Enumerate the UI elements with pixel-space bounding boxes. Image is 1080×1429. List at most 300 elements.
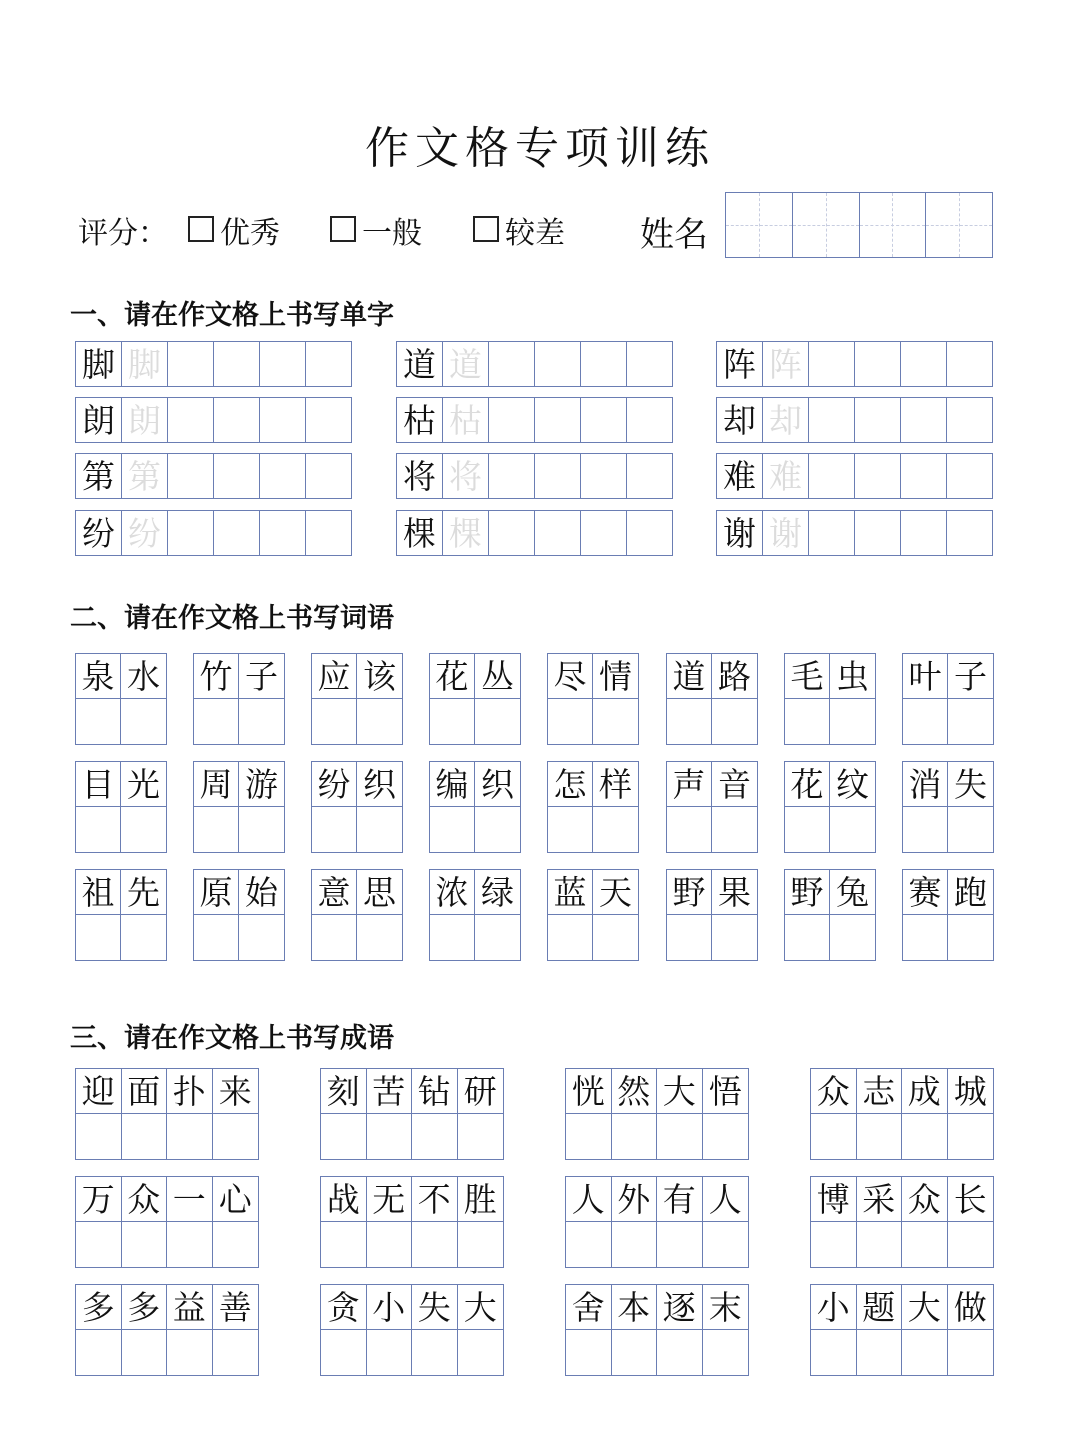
writing-cell[interactable] [811, 1330, 857, 1375]
word-box [547, 653, 639, 745]
char-practice-row [716, 453, 993, 499]
writing-cell[interactable] [948, 1222, 994, 1267]
idiom-model-character: 人 [703, 1177, 749, 1222]
writing-cell[interactable] [627, 454, 672, 498]
writing-cell[interactable] [948, 1330, 994, 1375]
writing-cell[interactable] [306, 511, 351, 555]
rating-checkbox-average[interactable] [330, 216, 356, 242]
writing-cell[interactable] [548, 807, 593, 852]
word-model-character: 浓 [430, 870, 475, 915]
idiom-model-character: 心 [213, 1177, 259, 1222]
writing-cell[interactable] [321, 1222, 367, 1267]
writing-cell[interactable] [489, 342, 535, 386]
name-writing-grid[interactable] [725, 192, 993, 258]
word-model-character: 赛 [903, 870, 948, 915]
writing-cell[interactable] [535, 511, 581, 555]
writing-cell[interactable] [855, 511, 901, 555]
writing-cell[interactable] [357, 807, 402, 852]
writing-cell[interactable] [902, 1330, 948, 1375]
writing-cell[interactable] [489, 454, 535, 498]
word-box [75, 653, 167, 745]
section3-title: 三、请在作文格上书写成语 [70, 1023, 394, 1054]
word-model-character: 先 [121, 870, 166, 915]
idiom-model-character: 迎 [76, 1069, 122, 1114]
idiom-model-character: 题 [857, 1285, 903, 1330]
writing-cell[interactable] [612, 1222, 658, 1267]
idiom-model-character: 然 [612, 1069, 658, 1114]
word-model-character: 虫 [830, 654, 875, 699]
section2-title: 二、请在作文格上书写词语 [70, 603, 394, 634]
writing-cell[interactable] [167, 1114, 213, 1159]
writing-cell[interactable] [809, 398, 855, 442]
word-model-character: 游 [239, 762, 284, 807]
trace-character[interactable]: 第 [122, 454, 168, 498]
writing-cell[interactable] [458, 1114, 504, 1159]
writing-cell[interactable] [627, 342, 672, 386]
idiom-model-character: 贪 [321, 1285, 367, 1330]
model-character: 却 [717, 398, 763, 442]
writing-cell[interactable] [830, 699, 875, 744]
word-model-character: 意 [312, 870, 357, 915]
writing-cell[interactable] [194, 807, 239, 852]
writing-cell[interactable] [566, 1114, 612, 1159]
idiom-box [320, 1176, 504, 1268]
idiom-model-character: 本 [612, 1285, 658, 1330]
word-model-character: 该 [357, 654, 402, 699]
writing-cell[interactable] [535, 342, 581, 386]
idiom-box [565, 1068, 749, 1160]
idiom-model-character: 舍 [566, 1285, 612, 1330]
writing-cell[interactable] [902, 1114, 948, 1159]
writing-cell[interactable] [830, 807, 875, 852]
idiom-box [320, 1068, 504, 1160]
rating-option-average: 一般 [362, 216, 422, 251]
word-model-character: 祖 [76, 870, 121, 915]
word-box [666, 761, 758, 853]
name-label: 姓名 [640, 215, 708, 255]
writing-cell[interactable] [312, 807, 357, 852]
writing-cell[interactable] [76, 915, 121, 960]
idiom-model-character: 益 [167, 1285, 213, 1330]
word-box [902, 653, 994, 745]
word-box [311, 653, 403, 745]
word-box [547, 869, 639, 961]
word-box [193, 653, 285, 745]
char-practice-row [716, 510, 993, 556]
writing-cell[interactable] [903, 915, 948, 960]
trace-character[interactable]: 脚 [122, 342, 168, 386]
trace-character[interactable]: 将 [443, 454, 489, 498]
writing-cell[interactable] [593, 915, 638, 960]
writing-cell[interactable] [566, 1222, 612, 1267]
writing-cell[interactable] [122, 1222, 168, 1267]
writing-cell[interactable] [903, 699, 948, 744]
model-character: 将 [397, 454, 443, 498]
writing-cell[interactable] [357, 699, 402, 744]
word-model-character: 织 [357, 762, 402, 807]
idiom-model-character: 志 [857, 1069, 903, 1114]
writing-cell[interactable] [475, 699, 520, 744]
idiom-model-character: 外 [612, 1177, 658, 1222]
writing-cell[interactable] [214, 398, 260, 442]
writing-cell[interactable] [712, 699, 757, 744]
writing-cell[interactable] [535, 398, 581, 442]
writing-cell[interactable] [430, 807, 475, 852]
writing-cell[interactable] [855, 342, 901, 386]
word-box [193, 761, 285, 853]
writing-cell[interactable] [785, 699, 830, 744]
writing-cell[interactable] [122, 1114, 168, 1159]
writing-cell[interactable] [367, 1114, 413, 1159]
writing-cell[interactable] [194, 915, 239, 960]
writing-cell[interactable] [948, 699, 993, 744]
writing-cell[interactable] [194, 699, 239, 744]
word-model-character: 子 [948, 654, 993, 699]
word-model-character: 尽 [548, 654, 593, 699]
word-model-character: 原 [194, 870, 239, 915]
char-practice-row [396, 341, 673, 387]
writing-cell[interactable] [627, 398, 672, 442]
writing-cell[interactable] [948, 915, 993, 960]
trace-character[interactable]: 难 [763, 454, 809, 498]
idiom-model-character: 众 [902, 1177, 948, 1222]
writing-cell[interactable] [809, 454, 855, 498]
idiom-model-character: 研 [458, 1069, 504, 1114]
word-model-character: 水 [121, 654, 166, 699]
writing-cell[interactable] [306, 342, 351, 386]
writing-cell[interactable] [121, 915, 166, 960]
writing-cell[interactable] [703, 1114, 749, 1159]
word-model-character: 跑 [948, 870, 993, 915]
writing-cell[interactable] [948, 1114, 994, 1159]
word-model-character: 怎 [548, 762, 593, 807]
section1-title: 一、请在作文格上书写单字 [70, 300, 394, 331]
writing-cell[interactable] [566, 1330, 612, 1375]
writing-cell[interactable] [168, 398, 214, 442]
idiom-model-character: 众 [811, 1069, 857, 1114]
idiom-model-character: 不 [412, 1177, 458, 1222]
writing-cell[interactable] [667, 915, 712, 960]
writing-cell[interactable] [612, 1114, 658, 1159]
trace-character[interactable]: 道 [443, 342, 489, 386]
word-model-character: 编 [430, 762, 475, 807]
idiom-box [75, 1284, 259, 1376]
writing-cell[interactable] [947, 398, 992, 442]
writing-cell[interactable] [581, 454, 627, 498]
writing-cell[interactable] [581, 398, 627, 442]
char-practice-row [75, 510, 352, 556]
writing-cell[interactable] [213, 1330, 259, 1375]
word-model-character: 应 [312, 654, 357, 699]
idiom-model-character: 一 [167, 1177, 213, 1222]
writing-cell[interactable] [321, 1330, 367, 1375]
writing-cell[interactable] [430, 699, 475, 744]
word-model-character: 目 [76, 762, 121, 807]
word-box [902, 869, 994, 961]
writing-cell[interactable] [489, 511, 535, 555]
writing-cell[interactable] [168, 342, 214, 386]
writing-cell[interactable] [548, 915, 593, 960]
word-model-character: 子 [239, 654, 284, 699]
idiom-box [320, 1284, 504, 1376]
writing-cell[interactable] [321, 1114, 367, 1159]
word-box [784, 869, 876, 961]
writing-cell[interactable] [214, 454, 260, 498]
word-model-character: 情 [593, 654, 638, 699]
writing-cell[interactable] [458, 1222, 504, 1267]
writing-cell[interactable] [612, 1330, 658, 1375]
word-model-character: 丛 [475, 654, 520, 699]
idiom-box [810, 1176, 994, 1268]
writing-cell[interactable] [830, 915, 875, 960]
writing-cell[interactable] [947, 342, 992, 386]
idiom-model-character: 多 [76, 1285, 122, 1330]
idiom-box [75, 1176, 259, 1268]
writing-cell[interactable] [167, 1330, 213, 1375]
writing-cell[interactable] [239, 699, 284, 744]
writing-cell[interactable] [947, 511, 992, 555]
word-box [784, 653, 876, 745]
writing-cell[interactable] [76, 807, 121, 852]
writing-cell[interactable] [213, 1222, 259, 1267]
writing-cell[interactable] [260, 342, 306, 386]
writing-cell[interactable] [857, 1330, 903, 1375]
writing-cell[interactable] [857, 1114, 903, 1159]
word-model-character: 兔 [830, 870, 875, 915]
word-model-character: 纷 [312, 762, 357, 807]
word-model-character: 思 [357, 870, 402, 915]
idiom-model-character: 采 [857, 1177, 903, 1222]
model-character: 阵 [717, 342, 763, 386]
word-model-character: 天 [593, 870, 638, 915]
writing-cell[interactable] [657, 1330, 703, 1375]
writing-cell[interactable] [239, 807, 284, 852]
idiom-box [565, 1176, 749, 1268]
word-model-character: 光 [121, 762, 166, 807]
idiom-box [810, 1284, 994, 1376]
writing-cell[interactable] [667, 699, 712, 744]
writing-cell[interactable] [811, 1222, 857, 1267]
char-practice-row [75, 453, 352, 499]
writing-cell[interactable] [412, 1330, 458, 1375]
writing-cell[interactable] [703, 1330, 749, 1375]
word-model-character: 竹 [194, 654, 239, 699]
idiom-model-character: 大 [902, 1285, 948, 1330]
writing-cell[interactable] [367, 1222, 413, 1267]
idiom-model-character: 战 [321, 1177, 367, 1222]
writing-cell[interactable] [627, 511, 672, 555]
char-practice-row [75, 341, 352, 387]
writing-cell[interactable] [657, 1114, 703, 1159]
idiom-model-character: 做 [948, 1285, 994, 1330]
writing-cell[interactable] [122, 1330, 168, 1375]
writing-cell[interactable] [901, 511, 947, 555]
writing-cell[interactable] [785, 915, 830, 960]
model-character: 第 [76, 454, 122, 498]
idiom-model-character: 成 [902, 1069, 948, 1114]
idiom-model-character: 多 [122, 1285, 168, 1330]
writing-cell[interactable] [901, 342, 947, 386]
rating-option-excellent: 优秀 [220, 216, 280, 251]
word-model-character: 果 [712, 870, 757, 915]
idiom-model-character: 长 [948, 1177, 994, 1222]
word-box [429, 653, 521, 745]
word-model-character: 蓝 [548, 870, 593, 915]
writing-cell[interactable] [703, 1222, 749, 1267]
trace-character[interactable]: 朗 [122, 398, 168, 442]
idiom-model-character: 扑 [167, 1069, 213, 1114]
idiom-model-character: 大 [458, 1285, 504, 1330]
word-box [311, 761, 403, 853]
writing-cell[interactable] [121, 807, 166, 852]
trace-character[interactable]: 纷 [122, 511, 168, 555]
writing-cell[interactable] [475, 915, 520, 960]
word-box [902, 761, 994, 853]
word-model-character: 样 [593, 762, 638, 807]
word-box [193, 869, 285, 961]
model-character: 脚 [76, 342, 122, 386]
rating-option-poor: 较差 [505, 216, 565, 251]
writing-cell[interactable] [214, 342, 260, 386]
word-model-character: 纹 [830, 762, 875, 807]
idiom-model-character: 来 [213, 1069, 259, 1114]
writing-cell[interactable] [581, 511, 627, 555]
word-box [75, 761, 167, 853]
writing-cell[interactable] [312, 699, 357, 744]
idiom-box [565, 1284, 749, 1376]
writing-cell[interactable] [76, 1114, 122, 1159]
writing-cell[interactable] [76, 699, 121, 744]
writing-cell[interactable] [811, 1114, 857, 1159]
writing-cell[interactable] [168, 454, 214, 498]
writing-cell[interactable] [489, 398, 535, 442]
writing-cell[interactable] [809, 511, 855, 555]
idiom-model-character: 善 [213, 1285, 259, 1330]
trace-character[interactable]: 谢 [763, 511, 809, 555]
model-character: 难 [717, 454, 763, 498]
writing-cell[interactable] [785, 807, 830, 852]
trace-character[interactable]: 枯 [443, 398, 489, 442]
char-practice-row [396, 510, 673, 556]
writing-cell[interactable] [458, 1330, 504, 1375]
writing-cell[interactable] [167, 1222, 213, 1267]
idiom-model-character: 末 [703, 1285, 749, 1330]
writing-cell[interactable] [312, 915, 357, 960]
word-box [666, 869, 758, 961]
writing-cell[interactable] [581, 342, 627, 386]
idiom-model-character: 胜 [458, 1177, 504, 1222]
word-box [429, 869, 521, 961]
idiom-model-character: 无 [367, 1177, 413, 1222]
writing-cell[interactable] [948, 807, 993, 852]
writing-cell[interactable] [239, 915, 284, 960]
word-model-character: 声 [667, 762, 712, 807]
writing-cell[interactable] [903, 807, 948, 852]
idiom-model-character: 万 [76, 1177, 122, 1222]
writing-cell[interactable] [76, 1222, 122, 1267]
writing-cell[interactable] [306, 454, 351, 498]
writing-cell[interactable] [667, 807, 712, 852]
writing-cell[interactable] [712, 807, 757, 852]
writing-cell[interactable] [367, 1330, 413, 1375]
writing-cell[interactable] [535, 454, 581, 498]
writing-cell[interactable] [121, 699, 166, 744]
writing-cell[interactable] [260, 454, 306, 498]
writing-cell[interactable] [857, 1222, 903, 1267]
writing-cell[interactable] [901, 454, 947, 498]
idiom-model-character: 大 [657, 1069, 703, 1114]
writing-cell[interactable] [214, 511, 260, 555]
writing-cell[interactable] [306, 398, 351, 442]
word-box [666, 653, 758, 745]
writing-cell[interactable] [947, 454, 992, 498]
writing-cell[interactable] [657, 1222, 703, 1267]
writing-cell[interactable] [168, 511, 214, 555]
model-character: 纷 [76, 511, 122, 555]
rating-checkbox-excellent[interactable] [188, 216, 214, 242]
writing-cell[interactable] [548, 699, 593, 744]
trace-character[interactable]: 棵 [443, 511, 489, 555]
char-practice-row [716, 397, 993, 443]
writing-cell[interactable] [855, 454, 901, 498]
writing-cell[interactable] [902, 1222, 948, 1267]
writing-cell[interactable] [76, 1330, 122, 1375]
writing-cell[interactable] [213, 1114, 259, 1159]
idiom-model-character: 城 [948, 1069, 994, 1114]
word-model-character: 始 [239, 870, 284, 915]
writing-cell[interactable] [809, 342, 855, 386]
char-practice-row [75, 397, 352, 443]
model-character: 朗 [76, 398, 122, 442]
writing-cell[interactable] [475, 807, 520, 852]
writing-cell[interactable] [712, 915, 757, 960]
writing-cell[interactable] [260, 398, 306, 442]
trace-character[interactable]: 却 [763, 398, 809, 442]
word-model-character: 音 [712, 762, 757, 807]
word-model-character: 毛 [785, 654, 830, 699]
rating-checkbox-poor[interactable] [473, 216, 499, 242]
word-model-character: 消 [903, 762, 948, 807]
idiom-model-character: 小 [367, 1285, 413, 1330]
writing-cell[interactable] [260, 511, 306, 555]
idiom-model-character: 众 [122, 1177, 168, 1222]
idiom-model-character: 钻 [412, 1069, 458, 1114]
idiom-model-character: 面 [122, 1069, 168, 1114]
writing-cell[interactable] [901, 398, 947, 442]
char-practice-row [716, 341, 993, 387]
word-model-character: 野 [785, 870, 830, 915]
word-model-character: 道 [667, 654, 712, 699]
writing-cell[interactable] [412, 1114, 458, 1159]
writing-cell[interactable] [593, 807, 638, 852]
word-box [311, 869, 403, 961]
writing-cell[interactable] [855, 398, 901, 442]
writing-cell[interactable] [357, 915, 402, 960]
char-practice-row [396, 397, 673, 443]
writing-cell[interactable] [412, 1222, 458, 1267]
word-box [784, 761, 876, 853]
model-character: 谢 [717, 511, 763, 555]
writing-cell[interactable] [593, 699, 638, 744]
word-box [429, 761, 521, 853]
trace-character[interactable]: 阵 [763, 342, 809, 386]
idiom-model-character: 刻 [321, 1069, 367, 1114]
idiom-model-character: 逐 [657, 1285, 703, 1330]
writing-cell[interactable] [430, 915, 475, 960]
idiom-model-character: 苦 [367, 1069, 413, 1114]
idiom-model-character: 恍 [566, 1069, 612, 1114]
idiom-model-character: 博 [811, 1177, 857, 1222]
